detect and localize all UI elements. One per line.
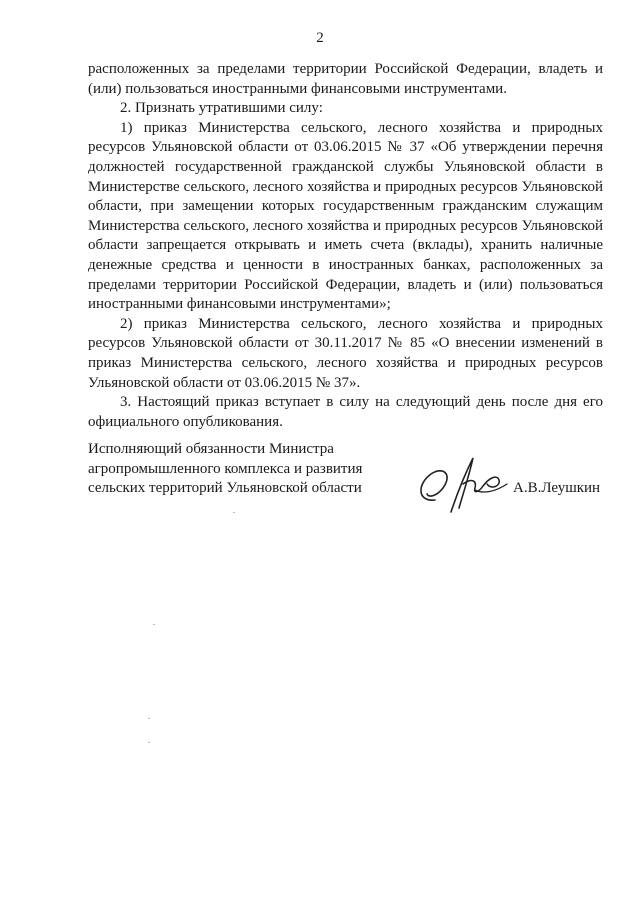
paragraph-continuation: расположенных за пределами территории Российской Федерации, владеть и (или) пользоваться иностранными финансовыми инструментами.	[88, 61, 603, 97]
signer-name: А.В.Леушкин	[513, 480, 601, 496]
signer-title-line: сельских территорий Ульяновской области	[88, 480, 362, 497]
page-number: 2	[316, 30, 324, 46]
signature-block	[88, 440, 608, 530]
document-body	[88, 60, 603, 432]
scan-speck	[148, 718, 150, 719]
paragraph-subitem-1: 1) приказ Министерства сельского, лесного хозяйства и природных ресурсов Ульяновской области от 03.06.2015 № 37 «Об утверждении перечня должностей государственной гражданской службы Ульяновской области в Министерстве сельского, лесного хозяйства и природных ресурсов Ульяновской области, при замещении которых государственным гражданским служащим Министерства сельского, лесного хозяйства и природных ресурсов Ульяновской области запрещается открывать и иметь счета (вклады), хранить наличные денежные средства и ценности в иностранных банках, расположенных за пределами территории Российской Федерации, владеть и (или) пользоваться иностранными финансовыми инструментами»;	[88, 119, 603, 313]
handwritten-signature	[413, 450, 513, 520]
scan-speck	[233, 512, 235, 513]
signer-title-line: агропромышленного комплекса и развития	[88, 460, 363, 477]
paragraph-item-3: 3. Настоящий приказ вступает в силу на следующий день после дня его официального опубликования.	[88, 394, 603, 430]
scan-speck	[153, 624, 155, 625]
paragraph-subitem-2: 2) приказ Министерства сельского, лесного хозяйства и природных ресурсов Ульяновской области от 30.11.2017 № 85 «О внесении изменений в приказ Министерства сельского, лесного хозяйства и природных ресурсов Ульяновской области от 03.06.2015 № 37».	[88, 315, 603, 391]
signer-title	[88, 440, 388, 499]
scan-speck	[148, 742, 150, 743]
paragraph-item-2: 2. Признать утратившими силу:	[120, 100, 323, 117]
signer-title-line: Исполняющий обязанности Министра	[88, 441, 334, 457]
